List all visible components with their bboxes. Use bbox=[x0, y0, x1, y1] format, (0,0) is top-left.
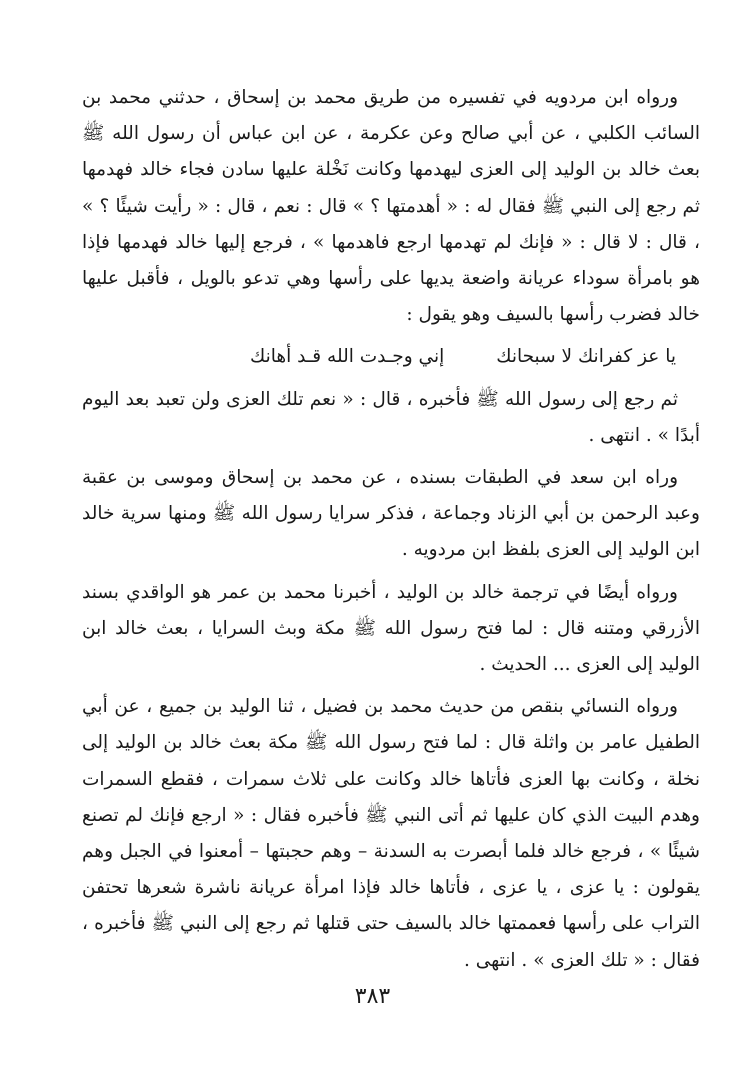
page-number: ٣٨٣ bbox=[354, 984, 391, 1009]
poem-verse bbox=[82, 339, 700, 375]
paragraph-ibn-marduyah: ورواه ابن مردويه في تفسيره من طريق محمد بن إسحاق ، حدثني محمد بن السائب الكلبي ، عن أبي صالح وعن عكرمة ، عن ابن عباس أن رسول الله ﷺ بعث خالد بن الوليد إلى العزى ليهدمها وكانت نَخْلة عليها سادن فجاء خالد فهدمها ثم رجع إلى النبي ﷺ فقال له : « أهدمتها ؟ » قال : نعم ، قال : « رأيت شيئًا ؟ » ، قال : لا قال : « فإنك لم تهدمها ارجع فاهدمها » ، فرجع إليها خالد فهدمها فإذا هو بامرأة سوداء عريانة واضعة يديها على رأسها وهي تدعو بالويل ، فأقبل عليها خالد فضرب رأسها بالسيف وهو يقول : bbox=[82, 87, 700, 326]
paragraph-return-report: ثم رجع إلى رسول الله ﷺ فأخبره ، قال : « نعم تلك العزى ولن تعبد بعد اليوم أبدًا » . انتهى . bbox=[82, 388, 700, 446]
verse-first-hemistich: يا عز كفرانك لا سبحانك bbox=[496, 346, 676, 368]
paragraph-ibn-saad-tabaqat: وراه ابن سعد في الطبقات بسنده ، عن محمد بن إسحاق وموسى بن عقبة وعبد الرحمن بن أبي الزناد وجماعة ، فذكر سرايا رسول الله ﷺ ومنها سرية خالد ابن الوليد إلى العزى بلفظ ابن مردويه . bbox=[82, 467, 700, 561]
page-body bbox=[82, 80, 700, 983]
paragraph-waqidi-narration: ورواه أيضًا في ترجمة خالد بن الوليد ، أخبرنا محمد بن عمر هو الواقدي بسند الأزرقي ومتنه قال : لما فتح رسول الله ﷺ مكة وبث السرايا ، بعث خالد ابن الوليد إلى العزى ... الحديث . bbox=[82, 581, 700, 676]
verse-second-hemistich: إني وجـدت الله قـد أهانك bbox=[250, 346, 445, 368]
paragraph-nasai-narration: ورواه النسائي بنقص من حديث محمد بن فضيل ، ثنا الوليد بن جميع ، عن أبي الطفيل عامر بن واثلة قال : لما فتح رسول الله ﷺ مكة بعث خالد بن الوليد إلى نخلة ، وكانت بها العزى فأتاها خالد وكانت على ثلاث سمرات ، فقطع السمرات وهدم البيت الذي كان عليها ثم أتى النبي ﷺ فأخبره فقال : « ارجع فإنك لم تصنع شيئًا » ، فرجع خالد فلما أبصرت به السدنة – وهم حجبتها – أمعنوا في الجبل وهم يقولون : يا عزى ، يا عزى ، فأتاها خالد فإذا امرأة عريانة ناشرة شعرها تحتفن التراب على رأسها فعممتها خالد بالسيف حتى قتلها ثم رجع إلى النبي ﷺ فأخبره ، فقال : « تلك العزى » . انتهى . bbox=[82, 696, 700, 971]
